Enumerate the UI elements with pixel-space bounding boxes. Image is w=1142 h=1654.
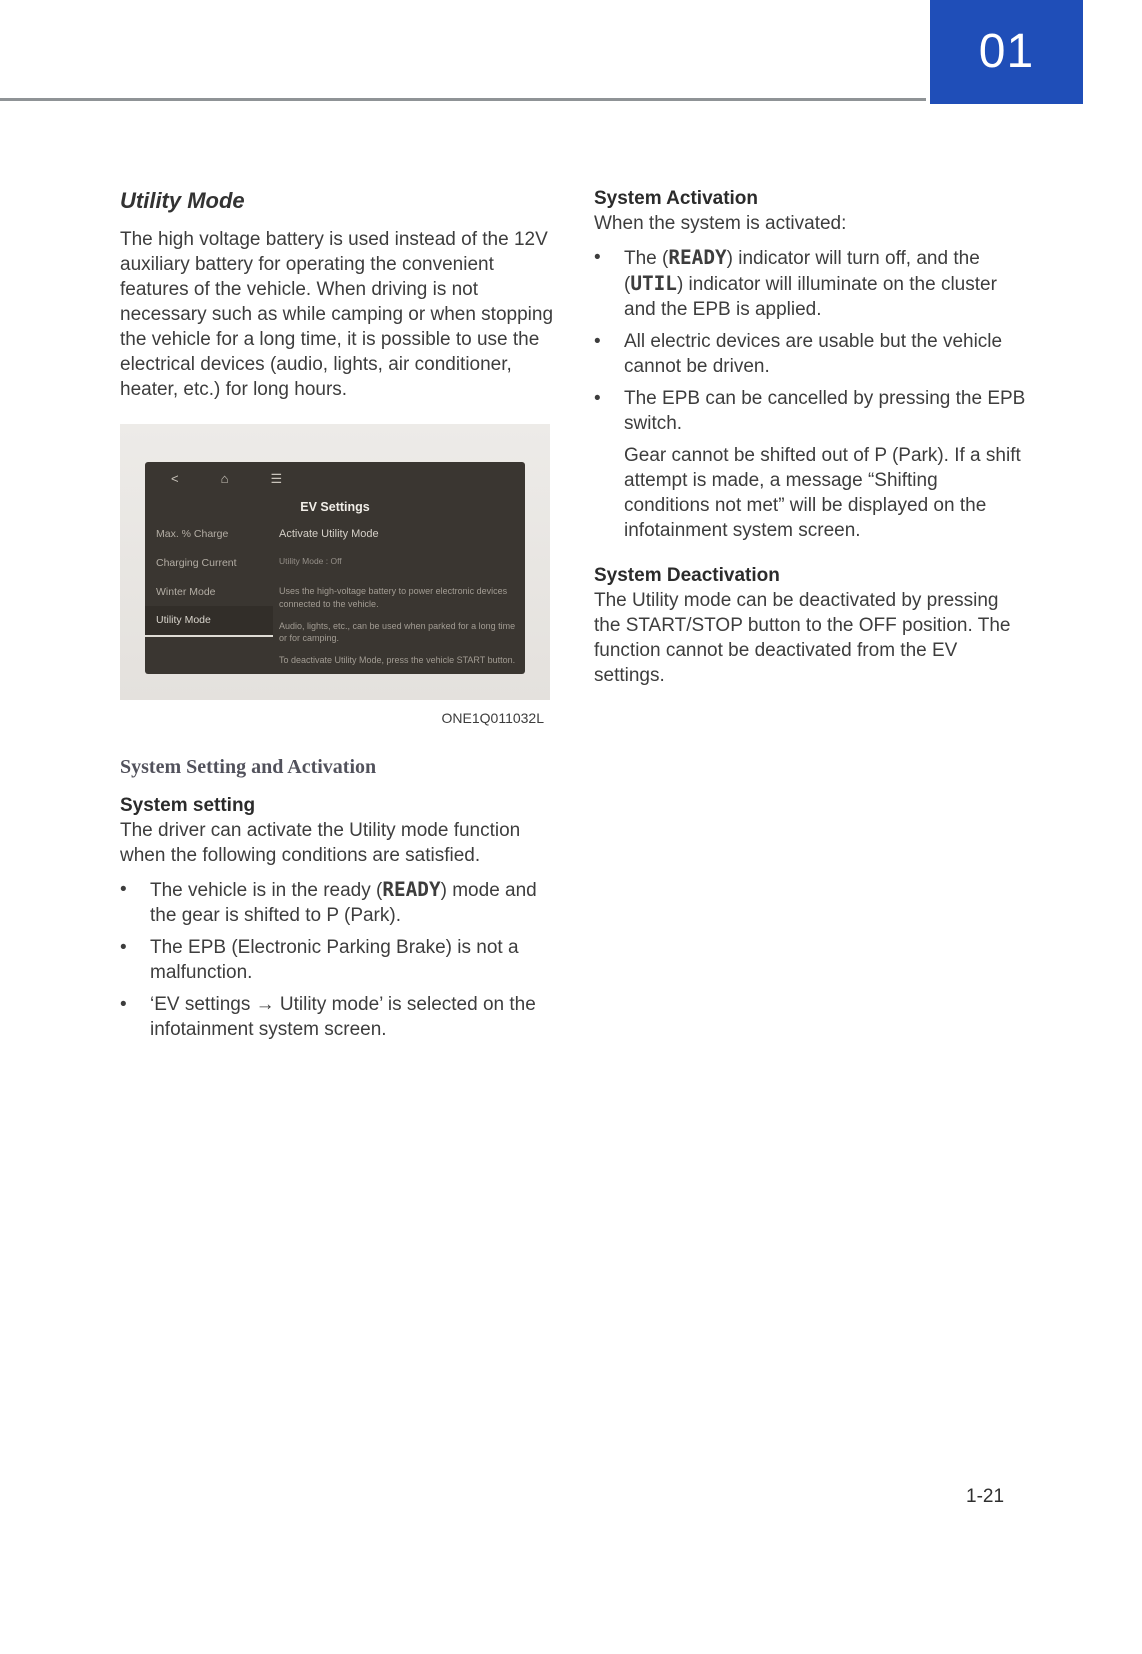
home-icon: ⌂ [220,471,229,487]
ev-settings-figure [120,424,550,700]
header-divider [0,98,926,101]
system-deactivation-text: The Utility mode can be deactivated by pressing the START/STOP button to the OFF position. The function cannot be deactivated from the EV settings. [594,589,1011,686]
bullet-text: The EPB (Electronic Parking Brake) is not a malfunction. [150,937,519,984]
bullet-marker: • [594,246,601,268]
bullet-item [594,329,1028,379]
heading-system-deactivation: System Deactivation [594,564,780,586]
bullet-marker: • [120,994,127,1016]
bullet-item [120,935,554,985]
bullet-item [594,386,1028,436]
detail-line: Audio, lights, etc., can be used when parked for a long time or for camping. [279,620,516,643]
page-number: 1-21 [966,1486,1005,1507]
bullet-text: The EPB can be cancelled by pressing the EPB switch. [624,387,1026,434]
detail-line: To deactivate Utility Mode, press the vehicle START button. [279,654,516,665]
system-activation-intro: When the system is activated: [594,212,847,234]
menu-item-max-charge: Max. % Charge [156,528,229,541]
chapter-badge [930,0,1083,104]
menu-item-charging-current: Charging Current [156,556,237,569]
left-column [120,188,554,1049]
detail-line: Uses the high-voltage battery to power electronic devices connected to the vehicle. [279,586,508,609]
ready-indicator-text: READY [382,878,441,902]
bullet-marker: • [594,387,601,409]
shift-note: Gear cannot be shifted out of P (Park). If a shift attempt is made, a message “Shifting conditions not met” will be displayed on the infotainment system screen. [624,444,1021,541]
bullet-text [624,245,1028,322]
heading-system-activation: System Activation [594,188,759,209]
bullet-text: ‘EV settings → Utility mode’ is selected on the infotainment system screen. [150,994,536,1041]
ready-indicator-text: READY [668,245,727,269]
screen-menu [145,520,273,636]
bullet-text [150,877,554,928]
figure-caption: ONE1Q011032L [441,710,544,727]
text-segment: ) indicator will turn off, and the ( [624,247,980,295]
bullet-item [594,245,1028,322]
util-indicator-text: UTIL [630,271,677,295]
bullet-marker: • [594,330,601,352]
heading-system-setting: System setting [120,795,256,817]
text-segment: The vehicle is in the ready ( [150,880,383,902]
bullet-text: All electric devices are usable but the vehicle cannot be driven. [624,330,1003,377]
bullet-item [120,877,554,928]
right-column [594,188,1028,688]
infotainment-screen [145,462,525,674]
bullet-item [120,992,554,1042]
heading-system-setting-and-activation: System Setting and Activation [120,756,377,779]
system-setting-bullets [120,877,554,1042]
menu-icon: ☰ [270,471,283,487]
screen-title: EV Settings [300,500,370,515]
bullet-marker: • [120,937,127,959]
screen-detail-panel [279,522,517,674]
back-icon: < [171,471,179,487]
text-segment: ) mode and the gear is shifted to P (Park). [150,880,537,927]
detail-title: Activate Utility Mode [279,528,379,541]
screen-topbar [171,472,282,485]
menu-item-winter-mode: Winter Mode [156,585,216,598]
system-setting-intro: The driver can activate the Utility mode function when the following conditions are satisfied. [120,820,521,867]
menu-item-utility-mode: Utility Mode [145,606,273,637]
text-segment: The ( [624,247,669,269]
text-segment: ) indicator will illuminate on the cluster and the EPB is applied. [624,273,997,320]
detail-status: Utility Mode : Off [279,556,342,567]
chapter-number: 01 [978,25,1035,78]
section-title-utility-mode: Utility Mode [120,188,245,213]
bullet-marker: • [120,879,127,901]
utility-mode-intro: The high voltage battery is used instead of the 12V auxiliary battery for operating the convenient features of the vehicle. When driving is not necessary such as while camping or when stopping the vehicle for a long time, it is possible to use the electrical devices (audio, lights, air conditioner, heater, etc.) for long hours. [120,229,554,401]
system-activation-bullets [594,245,1028,543]
